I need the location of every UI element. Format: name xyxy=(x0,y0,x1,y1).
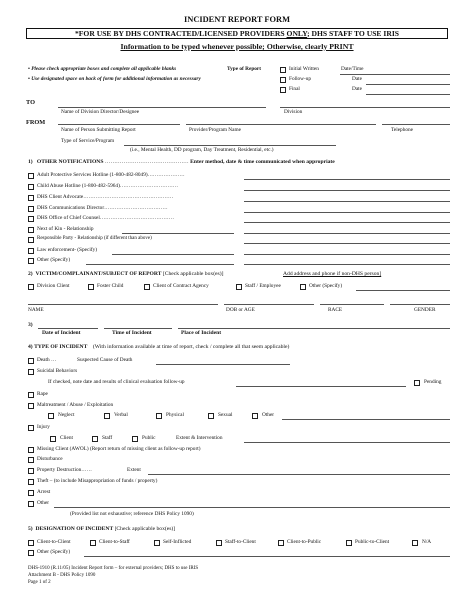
victim-race-field[interactable] xyxy=(320,304,384,305)
banner-text-pre: *FOR USE BY DHS CONTRACTED/LICENSED PROVIDERS xyxy=(74,29,287,38)
notify-child-abuse-field[interactable] xyxy=(244,190,450,191)
injury-public-label: Public xyxy=(142,435,156,441)
self-inflicted-checkbox[interactable] xyxy=(154,540,160,546)
column-header-dob: DOB or AGE xyxy=(226,307,255,313)
follow-up-result-field[interactable] xyxy=(236,386,406,387)
to-division-field[interactable] xyxy=(280,107,450,108)
victim-other-label: Other (Specify) xyxy=(309,283,343,289)
sexual-label: Sexual xyxy=(218,412,233,418)
notify-client-advocate-field[interactable] xyxy=(244,201,450,202)
victim-other-checkbox[interactable] xyxy=(300,284,306,290)
telephone-caption: Telephone xyxy=(391,127,413,133)
disturbance-label: Disturbance xyxy=(37,456,63,462)
report-type-label: Type of Report xyxy=(227,66,262,72)
victim-staff-checkbox[interactable] xyxy=(236,284,242,290)
note-item: • Use designated space on back of form for additional information as necessary xyxy=(28,76,201,82)
verbal-checkbox[interactable] xyxy=(104,413,110,419)
injury-checkbox[interactable] xyxy=(28,425,34,431)
death-checkbox[interactable] xyxy=(28,358,34,364)
verbal-label: Verbal xyxy=(114,412,128,418)
banner-text-only: ONLY xyxy=(286,29,308,38)
missing-client-checkbox[interactable] xyxy=(28,447,34,453)
public-to-client-checkbox[interactable] xyxy=(346,540,352,546)
client-to-staff-label: Client-to-Staff xyxy=(99,539,130,545)
section4-heading: 4) TYPE OF INCIDENT (With information available at time of report, check / complete all that seem applicable) xyxy=(28,344,290,350)
victim-contract-client-checkbox[interactable] xyxy=(144,284,150,290)
notify-law-enforcement-specify-field[interactable] xyxy=(112,254,234,255)
victim-division-client-checkbox[interactable] xyxy=(28,284,34,290)
notify-other-checkbox[interactable] xyxy=(28,258,34,264)
section5-heading: 5) DESIGNATION OF INCIDENT [Check applicable box(es)] xyxy=(28,526,176,532)
designation-other-label: Other (Specify) xyxy=(37,549,71,555)
notify-law-enforcement-field[interactable] xyxy=(244,254,450,255)
victim-dob-field[interactable] xyxy=(224,304,314,305)
follow-up-note: If checked, note date and results of clinical evaluation follow-up xyxy=(48,379,185,385)
incident-other-checkbox[interactable] xyxy=(28,501,34,507)
incident-time-caption: Time of Incident xyxy=(112,330,152,336)
to-name-field[interactable] xyxy=(58,107,266,108)
incident-place-field[interactable] xyxy=(178,328,450,329)
injury-client-checkbox[interactable] xyxy=(50,436,56,442)
footer-page-number: Page 1 of 2 xyxy=(28,580,51,585)
death-label: Death … xyxy=(37,357,57,363)
initial-written-label: Initial Written xyxy=(289,66,319,72)
abuse-other-field[interactable] xyxy=(282,419,450,420)
notify-other-label: Other (Specify) xyxy=(37,257,71,263)
arrest-label: Arrest xyxy=(37,489,51,495)
staff-to-client-checkbox[interactable] xyxy=(216,540,222,546)
notify-chief-counsel-label: DHS Office of Chief Counsel…………………………………… xyxy=(37,215,175,221)
from-phone-field[interactable] xyxy=(382,124,450,125)
staff-to-client-label: Staff-to-Client xyxy=(225,539,256,545)
victim-name-field[interactable] xyxy=(28,304,218,305)
from-label: FROM xyxy=(26,119,46,126)
neglect-label: Neglect xyxy=(58,412,75,418)
service-example: (i.e., Mental Health, DD program, Day Treatment, Residential, etc.) xyxy=(130,147,274,153)
notify-child-abuse-label: Child Abuse Hotline (1-800-482-5964)…………………………… xyxy=(37,183,179,189)
incident-date-field[interactable] xyxy=(38,328,98,329)
not-applicable-checkbox[interactable] xyxy=(412,540,418,546)
division-caption: Division xyxy=(284,109,303,115)
pending-checkbox[interactable] xyxy=(414,380,420,386)
suspected-cause-label: Suspected Cause of Death xyxy=(77,357,133,363)
notify-responsible-party-checkbox[interactable] xyxy=(28,237,34,243)
notify-child-abuse-checkbox[interactable] xyxy=(28,184,34,190)
director-caption: Name of Division Director/Designee xyxy=(61,109,140,115)
pending-label: Pending xyxy=(424,379,442,385)
notify-aps-label: Adult Protective Services Hotline (1-800-482-8049)………………… xyxy=(37,172,185,178)
follow-up-label: Follow-up xyxy=(289,76,312,82)
injury-label: Injury xyxy=(37,424,50,430)
victim-foster-child-label: Foster Child xyxy=(97,283,124,289)
final-label: Final xyxy=(289,86,300,92)
section1-heading: 1) OTHER NOTIFICATIONS ……………………………………… Enter method, date & time communicated when appropriate xyxy=(28,159,335,165)
notify-law-enforcement-label: Law enforcement- (Specify) xyxy=(37,247,98,253)
abuse-other-checkbox[interactable] xyxy=(252,413,258,419)
notify-client-advocate-checkbox[interactable] xyxy=(28,195,34,201)
injury-staff-checkbox[interactable] xyxy=(92,436,98,442)
client-to-client-checkbox[interactable] xyxy=(28,540,34,546)
incident-other-field[interactable] xyxy=(54,507,450,508)
missing-client-label: Missing Client (AWOL) (Report return of missing client as follow-up report) xyxy=(37,446,201,452)
designation-other-checkbox[interactable] xyxy=(28,550,34,556)
notify-responsible-party-field[interactable] xyxy=(244,243,450,244)
date-time-line[interactable] xyxy=(340,74,450,75)
column-header-gender: GENDER xyxy=(414,307,436,313)
notify-client-advocate-label: DHS Client Advocate…………………………………………… xyxy=(37,194,174,200)
from-program-field[interactable] xyxy=(186,124,376,125)
not-exhaustive-note: (Provided list not exhaustive; reference DHS Policy 1090) xyxy=(70,511,194,517)
public-to-client-label: Public-to-Client xyxy=(355,539,390,545)
notify-aps-field[interactable] xyxy=(244,179,450,180)
injury-client-label: Client xyxy=(60,435,73,441)
section3-number: 3) xyxy=(28,322,33,328)
section2-heading: 2) VICTIM/COMPLAINANT/SUBJECT OF REPORT [Check applicable box(es)] xyxy=(28,271,224,277)
property-destruction-checkbox[interactable] xyxy=(28,468,34,474)
follow-up-date-caption: Date xyxy=(352,76,362,82)
provider-banner xyxy=(26,28,448,39)
injury-public-checkbox[interactable] xyxy=(132,436,138,442)
banner-text-post: ; DHS STAFF TO USE IRIS xyxy=(307,29,400,38)
maltreatment-label: Maltreatment / Abuse / Exploitation xyxy=(37,402,114,408)
abuse-other-label: Other xyxy=(262,412,275,418)
disturbance-checkbox[interactable] xyxy=(28,457,34,463)
client-to-client-label: Client-to-Client xyxy=(37,539,71,545)
note-item: • Please check appropriate boxes and complete all applicable blanks xyxy=(28,66,177,72)
follow-up-checkbox[interactable] xyxy=(280,77,286,83)
notify-communications-field[interactable] xyxy=(244,212,450,213)
victim-other-specify-field[interactable] xyxy=(356,290,450,291)
incident-date-caption: Date of Incident xyxy=(42,330,81,336)
property-extent-field[interactable] xyxy=(148,474,450,475)
victim-division-client-label: Division Client xyxy=(37,283,70,289)
footer-form-id: DHS-1910 (R.11/05) Incident Report form – for external providers; DHS to use IRIS xyxy=(28,566,199,571)
theft-label: Theft – (to include Misappropriation of funds / property) xyxy=(37,478,158,484)
not-applicable-label: N/A xyxy=(422,539,432,545)
footer-attachment: Attachment B - DHS Policy 1090 xyxy=(28,573,96,578)
final-date-caption: Date xyxy=(352,86,362,92)
client-to-staff-checkbox[interactable] xyxy=(90,540,96,546)
notify-chief-counsel-checkbox[interactable] xyxy=(28,216,34,222)
property-destruction-label: Property Destruction…… xyxy=(37,467,92,473)
address-note: Add address and phone if non-DHS person] xyxy=(283,271,382,277)
notify-communications-label: DHS Communications Director……………………………… xyxy=(37,205,168,211)
physical-checkbox[interactable] xyxy=(156,413,162,419)
person-caption: Name of Person Submitting Report xyxy=(61,127,136,133)
notify-next-of-kin-relationship-field[interactable] xyxy=(122,233,234,234)
to-label: TO xyxy=(26,99,35,106)
victim-gender-field[interactable] xyxy=(390,304,450,305)
notify-responsible-party-label: Responsible Party - Relationship (if different than above) xyxy=(37,236,152,241)
notify-next-of-kin-field[interactable] xyxy=(244,233,450,234)
notify-other-specify-field[interactable] xyxy=(86,264,234,265)
form-title: INCIDENT REPORT FORM xyxy=(184,15,290,24)
property-extent-label: Extent xyxy=(127,467,141,473)
physical-label: Physical xyxy=(166,412,184,418)
rape-label: Rape xyxy=(37,391,48,397)
suicidal-checkbox[interactable] xyxy=(28,369,34,375)
service-caption: Type of Service/Program xyxy=(61,138,115,144)
notify-next-of-kin-checkbox[interactable] xyxy=(28,227,34,233)
column-header-name: NAME xyxy=(28,307,44,313)
incident-other-label: Other xyxy=(37,500,50,506)
victim-staff-label: Staff / Employee xyxy=(245,283,281,289)
incident-place-caption: Place of Incident xyxy=(181,330,222,336)
maltreatment-checkbox[interactable] xyxy=(28,403,34,409)
notify-chief-counsel-field[interactable] xyxy=(244,222,450,223)
notify-next-of-kin-label: Next of Kin - Relationship xyxy=(37,226,94,232)
column-header-race: RACE xyxy=(328,307,343,313)
incident-time-field[interactable] xyxy=(104,328,172,329)
victim-foster-child-checkbox[interactable] xyxy=(88,284,94,290)
notify-aps-checkbox[interactable] xyxy=(28,173,34,179)
suspected-cause-field[interactable] xyxy=(156,364,290,365)
designation-other-field[interactable] xyxy=(84,556,450,557)
self-inflicted-label: Self-Inflicted xyxy=(163,539,192,545)
client-to-public-label: Client-to-Public xyxy=(287,539,322,545)
notify-law-enforcement-checkbox[interactable] xyxy=(28,248,34,254)
injury-staff-label: Staff xyxy=(102,435,113,441)
victim-contract-client-label: Client of Contract Agency xyxy=(153,283,209,289)
extent-intervention-field[interactable] xyxy=(244,442,450,443)
notify-other-field[interactable] xyxy=(244,264,450,265)
suicidal-label: Suicidal Behaviors xyxy=(37,368,78,374)
program-caption: Provider/Program Name xyxy=(189,127,241,133)
notify-communications-checkbox[interactable] xyxy=(28,206,34,212)
service-field[interactable] xyxy=(124,145,336,146)
print-instruction: Information to be typed whenever possible; Otherwise, clearly PRINT xyxy=(120,42,354,51)
extent-intervention-label: Extent & Intervention xyxy=(176,435,223,441)
neglect-checkbox[interactable] xyxy=(48,413,54,419)
date-time-caption: Date/Time xyxy=(341,66,364,72)
theft-checkbox[interactable] xyxy=(28,479,34,485)
sexual-checkbox[interactable] xyxy=(208,413,214,419)
final-date-line[interactable] xyxy=(366,94,450,95)
arrest-checkbox[interactable] xyxy=(28,490,34,496)
rape-checkbox[interactable] xyxy=(28,392,34,398)
initial-written-checkbox[interactable] xyxy=(280,67,286,73)
from-person-field[interactable] xyxy=(58,124,180,125)
final-checkbox[interactable] xyxy=(280,87,286,93)
client-to-public-checkbox[interactable] xyxy=(278,540,284,546)
follow-up-date-line[interactable] xyxy=(366,84,450,85)
